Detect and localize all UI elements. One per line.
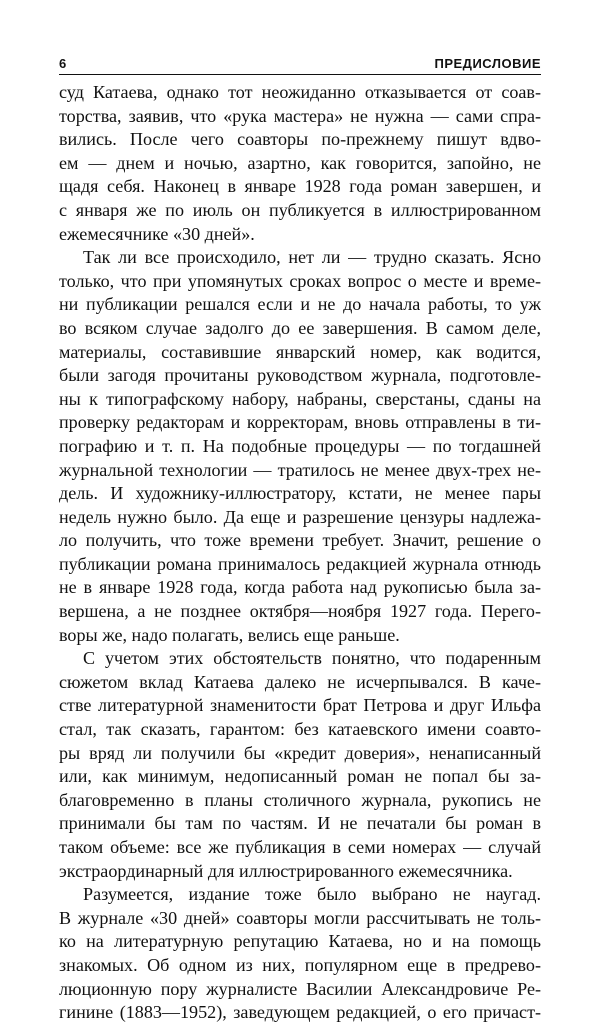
text-line: знакомых. Об одном из них, популярном еще в предрево- xyxy=(59,954,541,975)
text-line: ко на литературную репутацию Катаева, но и на помощь xyxy=(59,931,541,952)
text-line: благовременно в планы столичного журнала, рукопись не xyxy=(59,789,541,810)
body-text xyxy=(59,81,541,1025)
text-line: материалы, составившие январский номер, как водится, xyxy=(59,341,541,362)
text-line: дель. И художнику-иллюстратору, кстати, не менее пары xyxy=(59,483,541,504)
text-line: стал, так сказать, гарантом: без катаевского имени соавто- xyxy=(59,719,541,740)
text-line: люционную пору журналисте Василии Александровиче Ре- xyxy=(59,978,541,999)
text-line: Так ли все происходило, нет ли — трудно сказать. Ясно xyxy=(83,247,541,268)
text-line: вершена, а не позднее октября—ноября 1927 года. Перего- xyxy=(59,601,541,622)
text-line: В журнале «30 дней» соавторы могли рассчитывать не толь- xyxy=(59,907,541,928)
text-line: проверку редакторам и корректорам, вновь отправлены в ти- xyxy=(59,412,541,433)
text-line: принимали бы там по частям. И не печатали бы роман в xyxy=(59,813,541,834)
text-line: таком объеме: все же публикация в семи номерах — случай xyxy=(59,837,541,857)
text-line: во всяком случае задолго до ее завершения. В самом деле, xyxy=(59,317,541,338)
text-line: не в январе 1928 года, когда работа над рукописью была за- xyxy=(59,577,541,598)
text-line: щадя себя. Наконец в январе 1928 года роман завершен, и xyxy=(59,176,541,197)
text-line: ежемесячнике «30 дней». xyxy=(59,223,255,244)
text-line: гинине (1883—1952), заведующем редакцией, о его причаст- xyxy=(59,1002,541,1023)
text-line: воры же, надо полагать, велись еще раньше. xyxy=(59,624,400,645)
text-line: ло получить, что тоже времени требует. Значит, решение о xyxy=(59,530,541,551)
text-line: стве литературной знаменитости брат Петрова и друг Ильфа xyxy=(59,695,541,716)
text-line: сюжетом вклад Катаева далеко не исчерпывался. В каче- xyxy=(59,671,541,692)
page-number: 6 xyxy=(59,56,67,71)
text-line: экстраординарный для иллюстрированного ежемесячника. xyxy=(59,860,513,881)
text-line: пографию и т. п. На подобные процедуры — по тогдашней xyxy=(59,435,541,456)
text-line: с января же по июль он публикуется в иллюстрированном xyxy=(59,199,541,220)
text-line: Разумеется, издание тоже было выбрано не наугад. xyxy=(83,884,541,905)
text-line: ны к типографскому набору, набраны, сверстаны, сданы на xyxy=(59,388,541,409)
text-line: торства, заявив, что «рука мастера» не нужна — сами спра- xyxy=(59,105,541,126)
text-line: ем — днем и ночью, азартно, как говорится, запойно, не xyxy=(59,152,541,173)
text-line: недель нужно было. Да еще и разрешение цензуры надлежа- xyxy=(59,506,541,527)
running-header xyxy=(59,52,541,74)
text-line: ни публикации решался если и не до начала работы, то уж xyxy=(59,294,541,315)
text-line: или, как минимум, недописанный роман не попал бы за- xyxy=(59,766,541,787)
header-rule xyxy=(59,74,541,75)
text-line: только, что при упомянутых сроках вопрос о месте и време- xyxy=(59,270,541,291)
text-line: были загодя прочитаны руководством журнала, подготовле- xyxy=(59,365,541,386)
book-page xyxy=(59,52,541,1025)
text-line: журнальной технологии — тратилось не менее двух-трех не- xyxy=(59,459,541,480)
running-title: ПРЕДИСЛОВИЕ xyxy=(434,56,541,71)
text-line: вились. После чего соавторы по-прежнему пишут вдво- xyxy=(59,129,541,150)
text-line: публикации романа принималось редакцией журнала отнюдь xyxy=(59,553,541,574)
text-line: ры вряд ли получили бы «кредит доверия», ненаписанный xyxy=(59,742,541,763)
text-line: суд Катаева, однако тот неожиданно отказывается от соав- xyxy=(59,82,541,102)
text-line: С учетом этих обстоятельств понятно, что подаренным xyxy=(83,648,541,669)
